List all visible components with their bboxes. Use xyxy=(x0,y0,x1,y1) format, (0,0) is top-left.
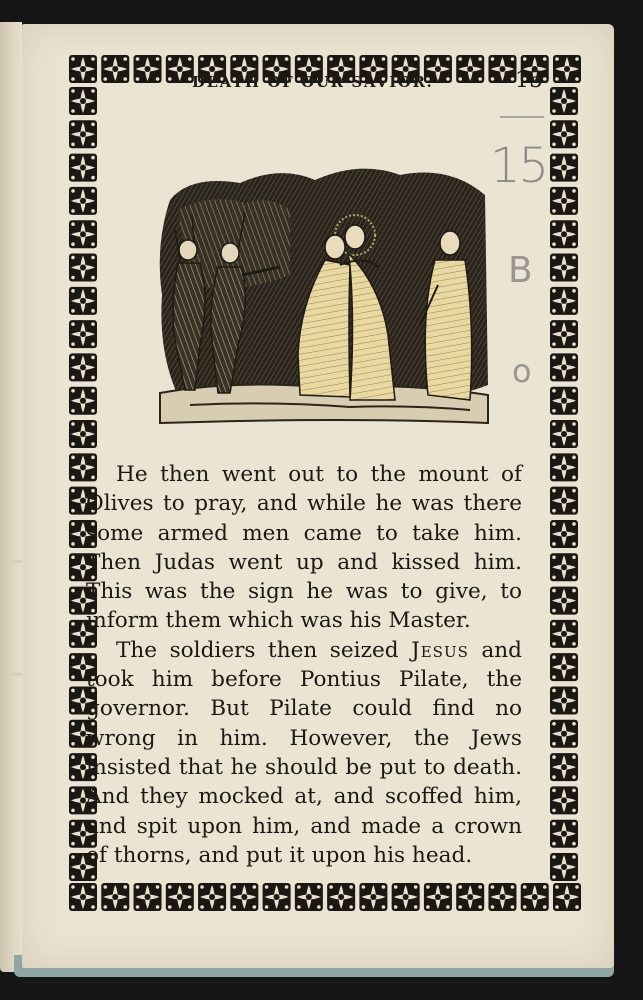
pencil-underline xyxy=(500,116,544,118)
ornamental-border-right xyxy=(549,86,579,882)
border-ornament xyxy=(553,55,581,83)
body-text xyxy=(86,460,522,870)
border-ornament xyxy=(550,686,578,714)
border-ornament xyxy=(550,420,578,448)
pencil-mark: o xyxy=(512,352,532,390)
border-ornament xyxy=(69,87,97,115)
border-ornament xyxy=(69,387,97,415)
border-ornament xyxy=(550,254,578,282)
border-ornament xyxy=(69,220,97,248)
border-ornament xyxy=(550,487,578,515)
border-ornament xyxy=(166,883,194,911)
border-ornament xyxy=(550,720,578,748)
border-ornament xyxy=(456,883,484,911)
ornamental-border-bottom xyxy=(68,882,582,912)
border-ornament xyxy=(392,883,420,911)
border-ornament xyxy=(263,883,291,911)
border-ornament xyxy=(550,187,578,215)
border-ornament xyxy=(69,320,97,348)
running-title: DEATH OF OUR SAVIOR. xyxy=(192,73,434,91)
border-ornament xyxy=(134,883,162,911)
border-ornament xyxy=(488,883,516,911)
border-ornament xyxy=(550,620,578,648)
border-ornament xyxy=(198,883,226,911)
pencil-mark: B xyxy=(508,250,533,291)
running-head xyxy=(120,68,543,98)
woodcut-betrayal-scene-icon xyxy=(150,155,495,430)
woodcut-illustration xyxy=(150,155,495,434)
border-ornament xyxy=(550,753,578,781)
border-ornament xyxy=(327,883,355,911)
border-ornament xyxy=(69,120,97,148)
border-ornament xyxy=(550,120,578,148)
border-ornament xyxy=(550,653,578,681)
border-ornament xyxy=(230,883,258,911)
paragraph: He then went out to the mount of Olives to pray, and while he was there some armed men came to take him. Then Judas went up and kissed him. This was the sign he was to give, to inform them which was his Master. xyxy=(86,462,522,634)
border-ornament xyxy=(550,387,578,415)
border-ornament xyxy=(101,883,129,911)
border-ornament xyxy=(550,287,578,315)
border-ornament xyxy=(69,187,97,215)
border-ornament xyxy=(69,55,97,83)
border-ornament xyxy=(69,353,97,381)
pencil-page-number: 15 xyxy=(490,138,548,194)
border-ornament xyxy=(521,883,549,911)
border-ornament xyxy=(550,453,578,481)
border-ornament xyxy=(69,254,97,282)
border-ornament xyxy=(69,154,97,182)
border-ornament xyxy=(550,87,578,115)
border-ornament xyxy=(550,154,578,182)
paragraph: The soldiers then seized Jesus and took him before Pontius Pilate, the governor. But Pilate could find no wrong in him. However, the Jews insisted that he should be put to death. And they mocked at, and scoffed him, and spit upon him, and made a crown of thorns, and put it upon his head. xyxy=(86,637,523,868)
border-ornament xyxy=(295,883,323,911)
page-number: 15 xyxy=(515,68,543,93)
border-ornament xyxy=(553,883,581,911)
border-ornament xyxy=(550,786,578,814)
border-ornament xyxy=(550,520,578,548)
border-ornament xyxy=(69,287,97,315)
border-ornament xyxy=(550,820,578,848)
border-ornament xyxy=(69,420,97,448)
border-ornament xyxy=(550,353,578,381)
border-ornament xyxy=(550,320,578,348)
border-ornament xyxy=(550,220,578,248)
border-ornament xyxy=(550,553,578,581)
border-ornament xyxy=(69,883,97,911)
border-ornament xyxy=(550,587,578,615)
border-ornament xyxy=(359,883,387,911)
border-ornament xyxy=(550,853,578,881)
border-ornament xyxy=(424,883,452,911)
left-page-edge xyxy=(0,22,22,972)
name-small-caps: Jesus xyxy=(411,637,469,663)
